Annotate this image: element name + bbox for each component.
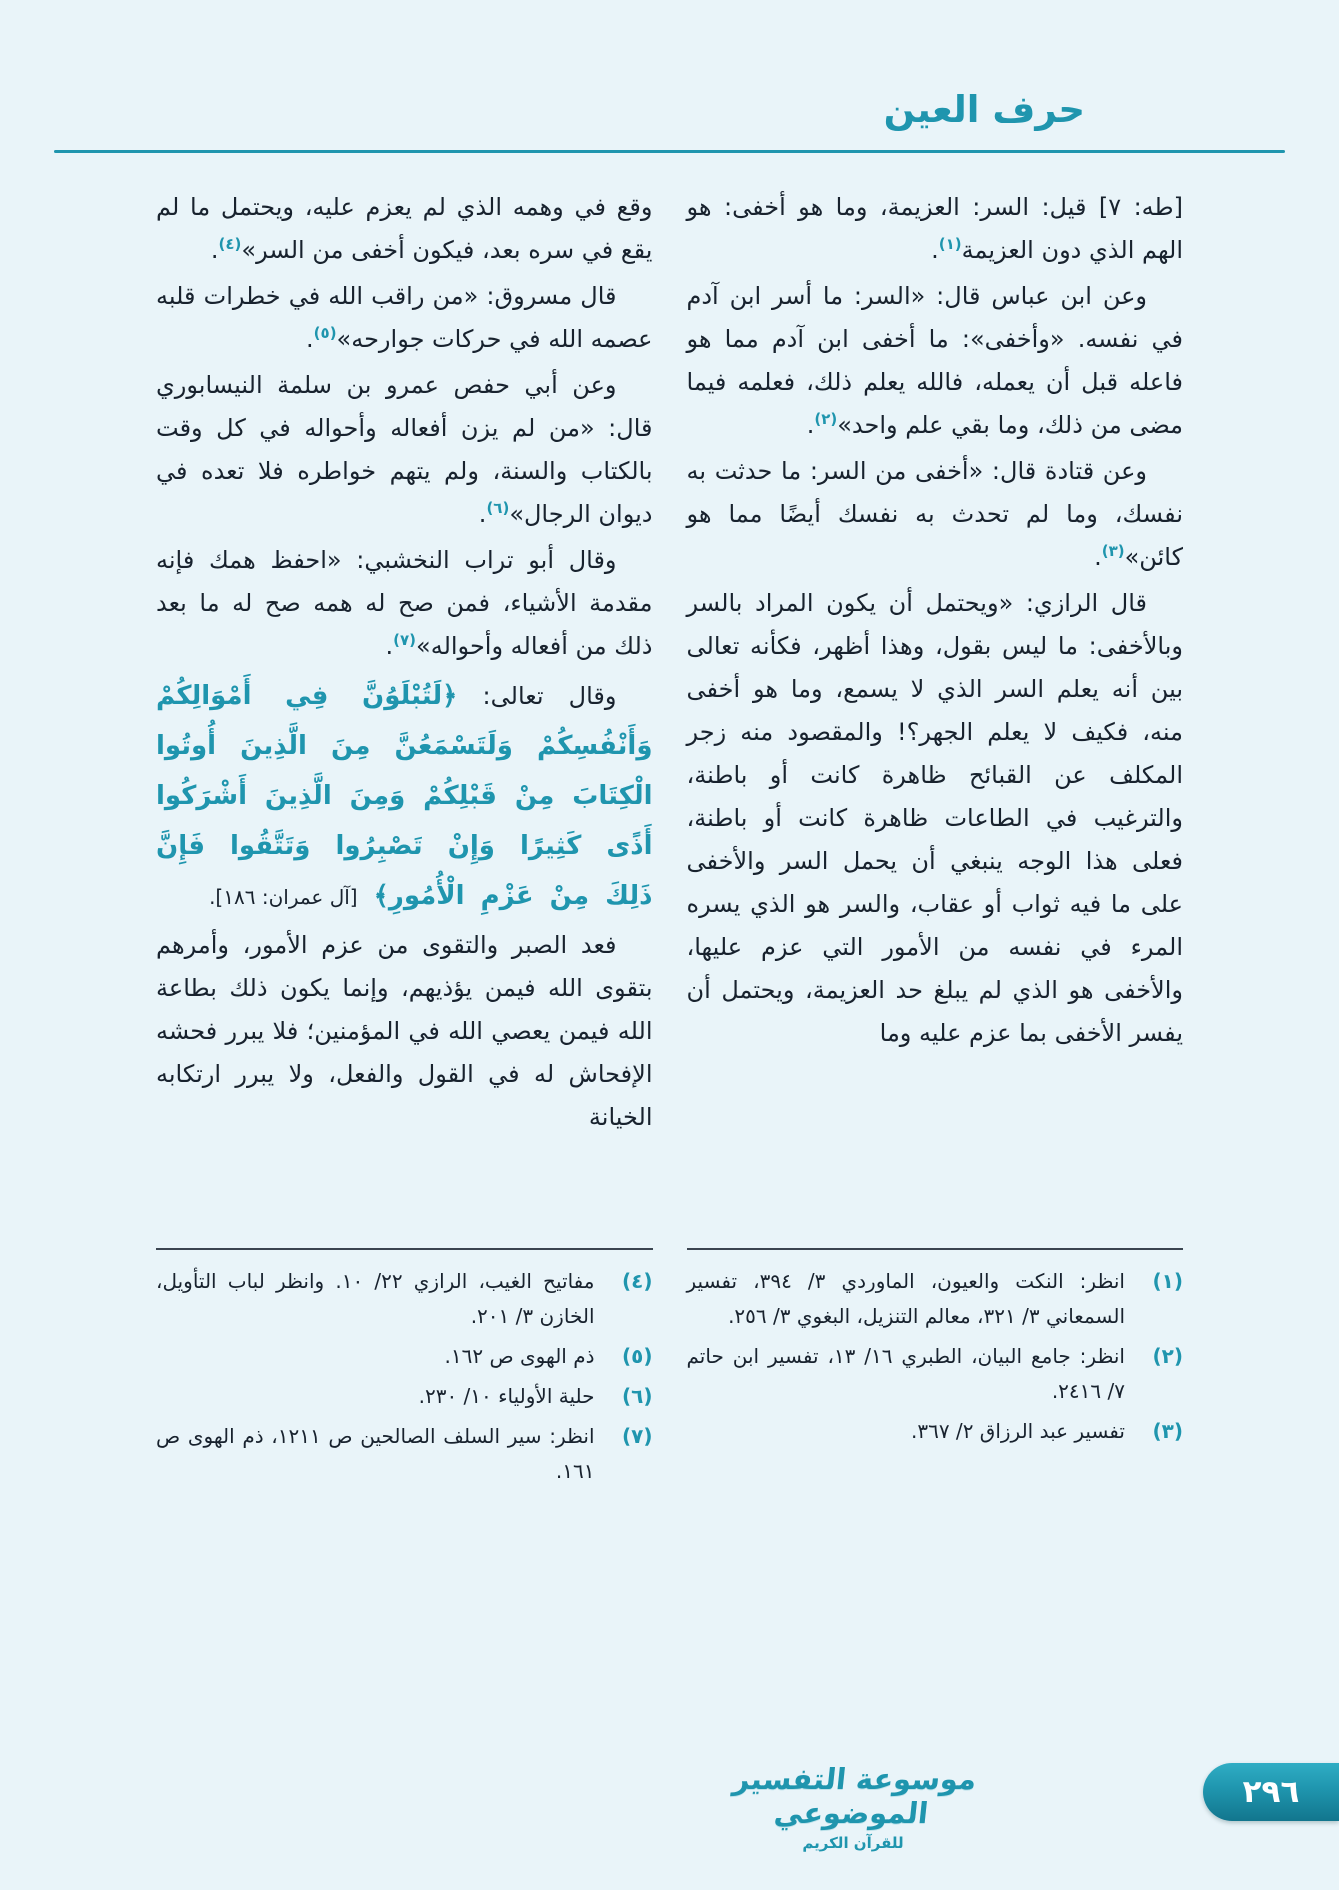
paragraph [156, 924, 653, 1139]
footnote-text: مفاتيح الغيب، الرازي ٢٢/ ١٠. وانظر لباب التأويل، الخازن ٣/ ٢٠١. [156, 1269, 595, 1328]
footnote [156, 1419, 653, 1489]
footnote-text: انظر: سير السلف الصالحين ص ١٢١١، ذم الهوى ص ١٦١. [156, 1424, 595, 1483]
footnote-marker: (٤) [218, 235, 242, 253]
footnote [156, 1379, 653, 1414]
footnote [687, 1339, 1184, 1409]
paragraph-text: وقع في وهمه الذي لم يعزم عليه، ويحتمل ما لم يقع في سره بعد، فيكون أخفى من السر» [156, 193, 653, 264]
footnote-text: انظر: النكت والعيون، الماوردي ٣/ ٣٩٤، تفسير السمعاني ٣/ ٣٢١، معالم التنزيل، البغوي ٣/ ٢٥٦. [686, 1269, 1125, 1328]
footnote [687, 1264, 1184, 1334]
footnotes-section [156, 1248, 1183, 1494]
footnote [156, 1264, 653, 1334]
publisher-logo [719, 1762, 987, 1852]
footnote-number: (١) [1152, 1269, 1183, 1293]
footnote [687, 1414, 1184, 1449]
paragraph-text: فعد الصبر والتقوى من عزم الأمور، وأمرهم بتقوى الله فيمن يؤذيهم، وإنما يكون ذلك بطاعة الله فيمن يعصي الله في المؤمنين؛ فلا يبرر فحشه الإفحاش له في القول والفعل، ولا يبرر ارتكابه الخيانة [156, 931, 653, 1131]
right-column [687, 186, 1184, 1238]
paragraph-text: وعن أبي حفص عمرو بن سلمة النيسابوري قال: «من لم يزن أفعاله وأحواله في كل وقت بالكتاب والسنة، ولم يتهم خواطره فلا تعده في ديوان الرجال» [156, 371, 653, 528]
footnote-marker: (٥) [313, 324, 337, 342]
paragraph-tail: . [478, 500, 487, 528]
footnote-number: (٥) [622, 1344, 653, 1368]
paragraph [156, 539, 653, 668]
footnotes-left-column [156, 1248, 653, 1494]
footnote-number: (٣) [1152, 1419, 1183, 1443]
left-column [156, 186, 653, 1238]
paragraph-tail: . [1094, 543, 1102, 571]
footnote-marker: (٧) [393, 631, 417, 649]
footnote-number: (٢) [1152, 1344, 1183, 1368]
footnote-number: (٧) [622, 1424, 653, 1448]
chapter-heading: حرف العين [883, 88, 1085, 131]
text-columns [156, 186, 1183, 1238]
paragraph-tail: . [385, 632, 394, 660]
footnote-text: حلية الأولياء ١٠/ ٢٣٠. [418, 1384, 595, 1408]
footnotes-right-column [687, 1248, 1184, 1454]
footnote-text: ذم الهوى ص ١٦٢. [444, 1344, 595, 1368]
page-number-badge: ٢٩٦ [1203, 1763, 1339, 1821]
quran-verse-paragraph [156, 671, 653, 921]
paragraph-tail: . [931, 236, 939, 264]
footnote-number: (٤) [622, 1269, 653, 1293]
paragraph-text: قال الرازي: «ويحتمل أن يكون المراد بالسر وبالأخفى: ما ليس بقول، وهذا أظهر، فكأنه تعالى بين أنه يعلم السر الذي لا يسمع، وما هو أخفى منه، فكيف لا يعلم الجهر؟! والمقصود منه زجر المكلف عن القبائح ظاهرة كانت أو باطنة، والترغيب في الطاعات ظاهرة كانت أو باطنة، فعلى هذا الوجه ينبغي أن يحمل السر والأخفى على ما فيه ثواب أو عقاب، والسر هو الذي يسره المرء في نفسه من الأمور التي عزم عليها، والأخفى هو الذي لم يبلغ حد العزيمة، ويحتمل أن يفسر الأخفى بما عزم عليه وما [686, 589, 1183, 1047]
footnote-text: تفسير عبد الرزاق ٢/ ٣٦٧. [910, 1419, 1125, 1443]
paragraph-tail: . [806, 411, 815, 439]
paragraph-text: [طه: ٧] قيل: السر: العزيمة، وما هو أخفى: هو الهم الذي دون العزيمة [686, 193, 1183, 264]
footnote-number: (٦) [622, 1384, 653, 1408]
paragraph [687, 186, 1184, 272]
verse-reference: [آل عمران: ١٨٦]. [209, 885, 358, 909]
paragraph-tail: . [210, 236, 219, 264]
publisher-logo-subtitle: للقرآن الكريم [802, 1834, 904, 1852]
paragraph [156, 275, 653, 361]
header-divider [54, 150, 1285, 153]
quran-verse: ﴿لَتُبْلَوُنَّ فِي أَمْوَالِكُمْ وَأَنْفُسِكُمْ وَلَتَسْمَعُنَّ مِنَ الَّذِينَ أُوتُوا الْكِتَابَ مِنْ قَبْلِكُمْ وَمِنَ الَّذِينَ أَشْرَكُوا أَذًى كَثِيرًا وَإِنْ تَصْبِرُوا وَتَتَّقُوا فَإِنَّ ذَلِكَ مِنْ عَزْمِ الْأُمُورِ﴾ [156, 681, 653, 911]
paragraph [156, 364, 653, 536]
footnote-text: انظر: جامع البيان، الطبري ١٦/ ١٣، تفسير ابن حاتم ٧/ ٢٤١٦. [686, 1344, 1125, 1403]
publisher-logo-title: موسوعة التفسير الموضوعي [731, 1762, 979, 1830]
footnote-marker: (٦) [486, 499, 510, 517]
paragraph-text: وقال أبو تراب النخشبي: «احفظ همك فإنه مقدمة الأشياء، فمن صح له همه صح له ما بعد ذلك من أفعاله وأحواله» [156, 546, 653, 660]
footnote [156, 1339, 653, 1374]
paragraph-text: وعن قتادة قال: «أخفى من السر: ما حدثت به نفسك، وما لم تحدث به نفسك أيضًا مما هو كائن» [686, 457, 1183, 571]
paragraph [687, 450, 1184, 579]
paragraph [156, 186, 653, 272]
paragraph [687, 582, 1184, 1055]
footnote-marker: (٣) [1101, 542, 1125, 560]
paragraph-text: وعن ابن عباس قال: «السر: ما أسر ابن آدم في نفسه. «وأخفى»: ما أخفى ابن آدم مما هو فاعله قبل أن يعمله، فالله يعلم ذلك، فعلمه فيما مضى من ذلك، وما بقي علم واحد» [686, 282, 1183, 439]
footnote-marker: (٢) [814, 410, 838, 428]
paragraph-text: قال مسروق: «من راقب الله في خطرات قلبه عصمه الله في حركات جوارحه» [156, 282, 653, 353]
verse-intro: وقال تعالى: [457, 682, 617, 710]
footnote-marker: (١) [938, 235, 962, 253]
paragraph-tail: . [306, 325, 314, 353]
paragraph [687, 275, 1184, 447]
